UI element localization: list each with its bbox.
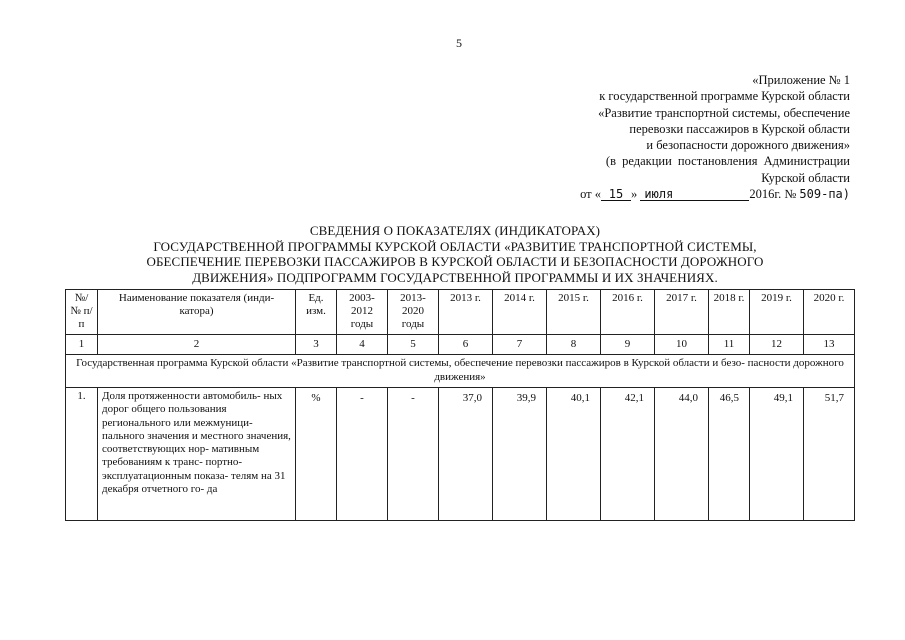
value-2003-2012: - — [337, 388, 388, 521]
appendix-line: «Развитие транспортной системы, обеспечение — [598, 105, 850, 120]
appendix-line: (в редакции постановления Администрации — [605, 154, 850, 169]
column-number: 9 — [601, 335, 655, 355]
value-2013-2020: - — [388, 388, 439, 521]
appendix-block — [520, 72, 850, 202]
column-number: 8 — [547, 335, 601, 355]
value-2017: 44,0 — [655, 388, 709, 521]
column-number: 2 — [98, 335, 296, 355]
header-unit: Ед. изм. — [296, 290, 337, 335]
header-year-2015: 2015 г. — [547, 290, 601, 335]
column-number: 7 — [493, 335, 547, 355]
section-title: Государственная программа Курской области «Развитие транспортной системы, обеспечение перевозки пассажиров в Курской области и безо- пасности дорожного движения» — [66, 355, 855, 388]
header-period-2013-2020: 2013- 2020 годы — [388, 290, 439, 335]
header-num: №/ № п/п — [66, 290, 98, 335]
appendix-line: «Приложение № 1 — [752, 73, 850, 87]
column-number-row — [66, 335, 855, 355]
appendix-line: перевозки пассажиров в Курской области — [629, 121, 850, 136]
title-line: ДВИЖЕНИЯ» ПОДПРОГРАММ ГОСУДАРСТВЕННОЙ ПРОГРАММЫ И ИХ ЗНАЧЕНИЯХ. — [192, 269, 718, 285]
column-number: 6 — [439, 335, 493, 355]
title-line: ОБЕСПЕЧЕНИЕ ПЕРЕВОЗКИ ПАССАЖИРОВ В КУРСКОЙ ОБЛАСТИ И БЕЗОПАСНОСТИ ДОРОЖНОГО — [146, 254, 764, 269]
value-2018: 46,5 — [709, 388, 750, 521]
value-2019: 49,1 — [750, 388, 804, 521]
date-line — [520, 186, 850, 202]
column-number: 4 — [337, 335, 388, 355]
table-row — [66, 388, 855, 521]
value-2015: 40,1 — [547, 388, 601, 521]
date-day: 15 — [601, 188, 631, 201]
date-prefix: от « — [580, 187, 602, 202]
header-year-2019: 2019 г. — [750, 290, 804, 335]
column-number: 3 — [296, 335, 337, 355]
header-year-2018: 2018 г. — [709, 290, 750, 335]
title-line: СВЕДЕНИЯ О ПОКАЗАТЕЛЯХ (ИНДИКАТОРАХ) — [309, 223, 601, 238]
title-line: ГОСУДАРСТВЕННОЙ ПРОГРАММЫ КУРСКОЙ ОБЛАСТИ «РАЗВИТИЕ ТРАНСПОРТНОЙ СИСТЕМЫ, — [153, 238, 757, 254]
date-mid: » — [631, 187, 638, 202]
value-2016: 42,1 — [601, 388, 655, 521]
column-number: 13 — [804, 335, 855, 355]
document-title — [60, 223, 850, 285]
date-month: июля — [640, 188, 749, 201]
appendix-line: Курской области — [761, 170, 850, 185]
header-year-2017: 2017 г. — [655, 290, 709, 335]
row-number: 1. — [66, 388, 98, 521]
column-number: 1 — [66, 335, 98, 355]
header-name: Наименование показателя (инди- катора) — [98, 290, 296, 335]
value-2013: 37,0 — [439, 388, 493, 521]
date-year: 2016г. № — [749, 187, 797, 202]
column-number: 11 — [709, 335, 750, 355]
appendix-line: к государственной программе Курской области — [599, 89, 850, 104]
page-number: 5 — [456, 36, 462, 50]
appendix-line: и безопасности дорожного движения» — [646, 138, 850, 153]
header-year-2020: 2020 г. — [804, 290, 855, 335]
date-number: 509-па) — [799, 187, 850, 202]
indicator-unit: % — [296, 388, 337, 521]
header-year-2014: 2014 г. — [493, 290, 547, 335]
column-number: 12 — [750, 335, 804, 355]
value-2020: 51,7 — [804, 388, 855, 521]
column-number: 5 — [388, 335, 439, 355]
header-year-2016: 2016 г. — [601, 290, 655, 335]
indicator-name: Доля протяженности автомобиль- ных дорог общего пользования регионального или межмуници- пального значения и местного значения, соответствующих нор- мативным требованиям к транс- портно-эксплуатационным показа- телям на 31 декабря отчетного го- да — [98, 388, 296, 521]
value-2014: 39,9 — [493, 388, 547, 521]
header-period-2003-2012: 2003- 2012 годы — [337, 290, 388, 335]
column-number: 10 — [655, 335, 709, 355]
indicators-table — [65, 289, 855, 521]
header-row — [66, 290, 855, 335]
header-year-2013: 2013 г. — [439, 290, 493, 335]
section-row — [66, 355, 855, 388]
